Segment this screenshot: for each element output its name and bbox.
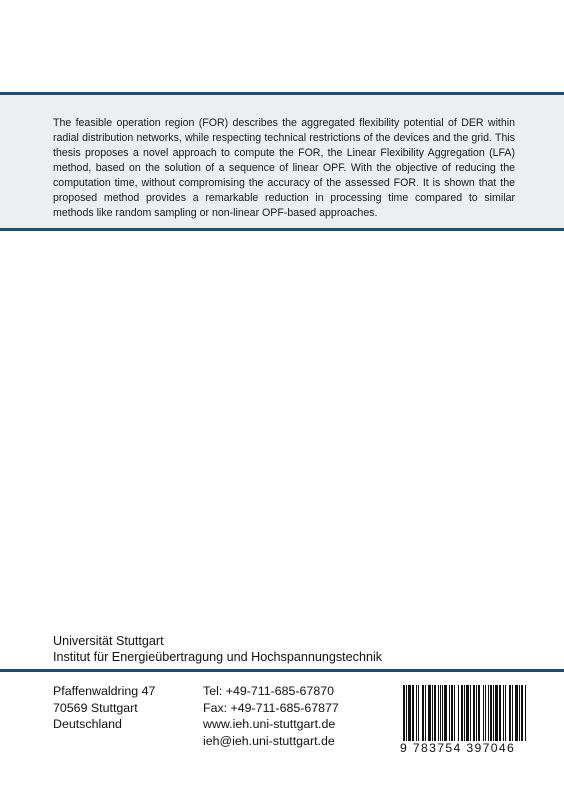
barcode-bar [473, 685, 475, 741]
barcode-bar [451, 685, 453, 741]
institution-block [53, 633, 382, 665]
barcode-bar [521, 685, 523, 741]
barcode-bar [493, 685, 494, 741]
barcode-bar [464, 685, 465, 741]
barcode-bar [438, 685, 439, 741]
barcode-bars [403, 685, 527, 741]
barcode-bar [519, 685, 520, 741]
contact-fax: Fax: +49-711-685-67877 [203, 700, 339, 715]
barcode-bar [428, 685, 431, 741]
barcode-bar [470, 685, 471, 741]
barcode-bar [425, 685, 426, 741]
barcode-bar [485, 685, 486, 741]
barcode-bar [490, 685, 492, 741]
isbn-barcode [397, 679, 533, 773]
barcode-bar [495, 685, 498, 741]
barcode-bar [512, 685, 513, 741]
contact-web[interactable]: www.ieh.uni-stuttgart.de [203, 717, 336, 731]
barcode-bar [503, 685, 504, 741]
barcode-bar [412, 685, 414, 741]
barcode-bar [454, 685, 455, 741]
barcode-bar [483, 685, 484, 741]
barcode-bar [418, 685, 419, 741]
barcode-bar [416, 685, 417, 741]
abstract-bottom-rule [0, 228, 564, 231]
barcode-bar [499, 685, 501, 741]
barcode-bar [488, 685, 489, 741]
barcode-bar [461, 685, 463, 741]
address-city: 70569 Stuttgart [53, 700, 138, 715]
abstract-text: The feasible operation region (FOR) describes the aggregated flexibility potential of DER within radial distribution networks, while respecting technical restrictions of the devices and the grid. This thesis proposes a novel approach to compute the FOR, the Linear Flexibility Aggregation (LFA) method, based on the solution of a sequence of linear OPF. With the objective of reducing the computation time, without compromising the accuracy of the assessed FOR. It is shown that the proposed method provides a remarkable reduction in processing time compared to similar methods like random sampling or non-linear OPF-based approaches. [53, 117, 515, 219]
barcode-bar [444, 685, 447, 741]
barcode-bar [408, 685, 411, 741]
address-block [53, 683, 155, 733]
address-country: Deutschland [53, 717, 122, 731]
barcode-bar [505, 685, 506, 741]
contact-block [203, 683, 339, 749]
barcode-bar [434, 685, 436, 741]
barcode-bar [515, 685, 518, 741]
university-name: Universität Stuttgart [53, 634, 164, 648]
barcode-bar [403, 685, 405, 741]
barcode-bar [440, 685, 441, 741]
barcode-bar [466, 685, 469, 741]
contact-email[interactable]: ieh@ieh.uni-stuttgart.de [203, 733, 335, 748]
institute-name: Institut für Energieübertragung und Hochspannungstechnik [53, 650, 383, 664]
barcode-bar [478, 685, 480, 741]
barcode-bar [458, 685, 459, 741]
barcode-digits: 9 783754 397046 [400, 741, 540, 755]
barcode-bar [525, 685, 526, 741]
barcode-bar [449, 685, 450, 741]
contact-tel: Tel: +49-711-685-67870 [203, 684, 335, 698]
barcode-bar [509, 685, 511, 741]
address-street: Pfaffenwaldring 47 [53, 684, 156, 698]
barcode-bar [476, 685, 477, 741]
barcode-bar [442, 685, 443, 741]
barcode-bar [406, 685, 407, 741]
barcode-bar [422, 685, 424, 741]
footer-rule [0, 669, 564, 672]
barcode-bar [432, 685, 433, 741]
